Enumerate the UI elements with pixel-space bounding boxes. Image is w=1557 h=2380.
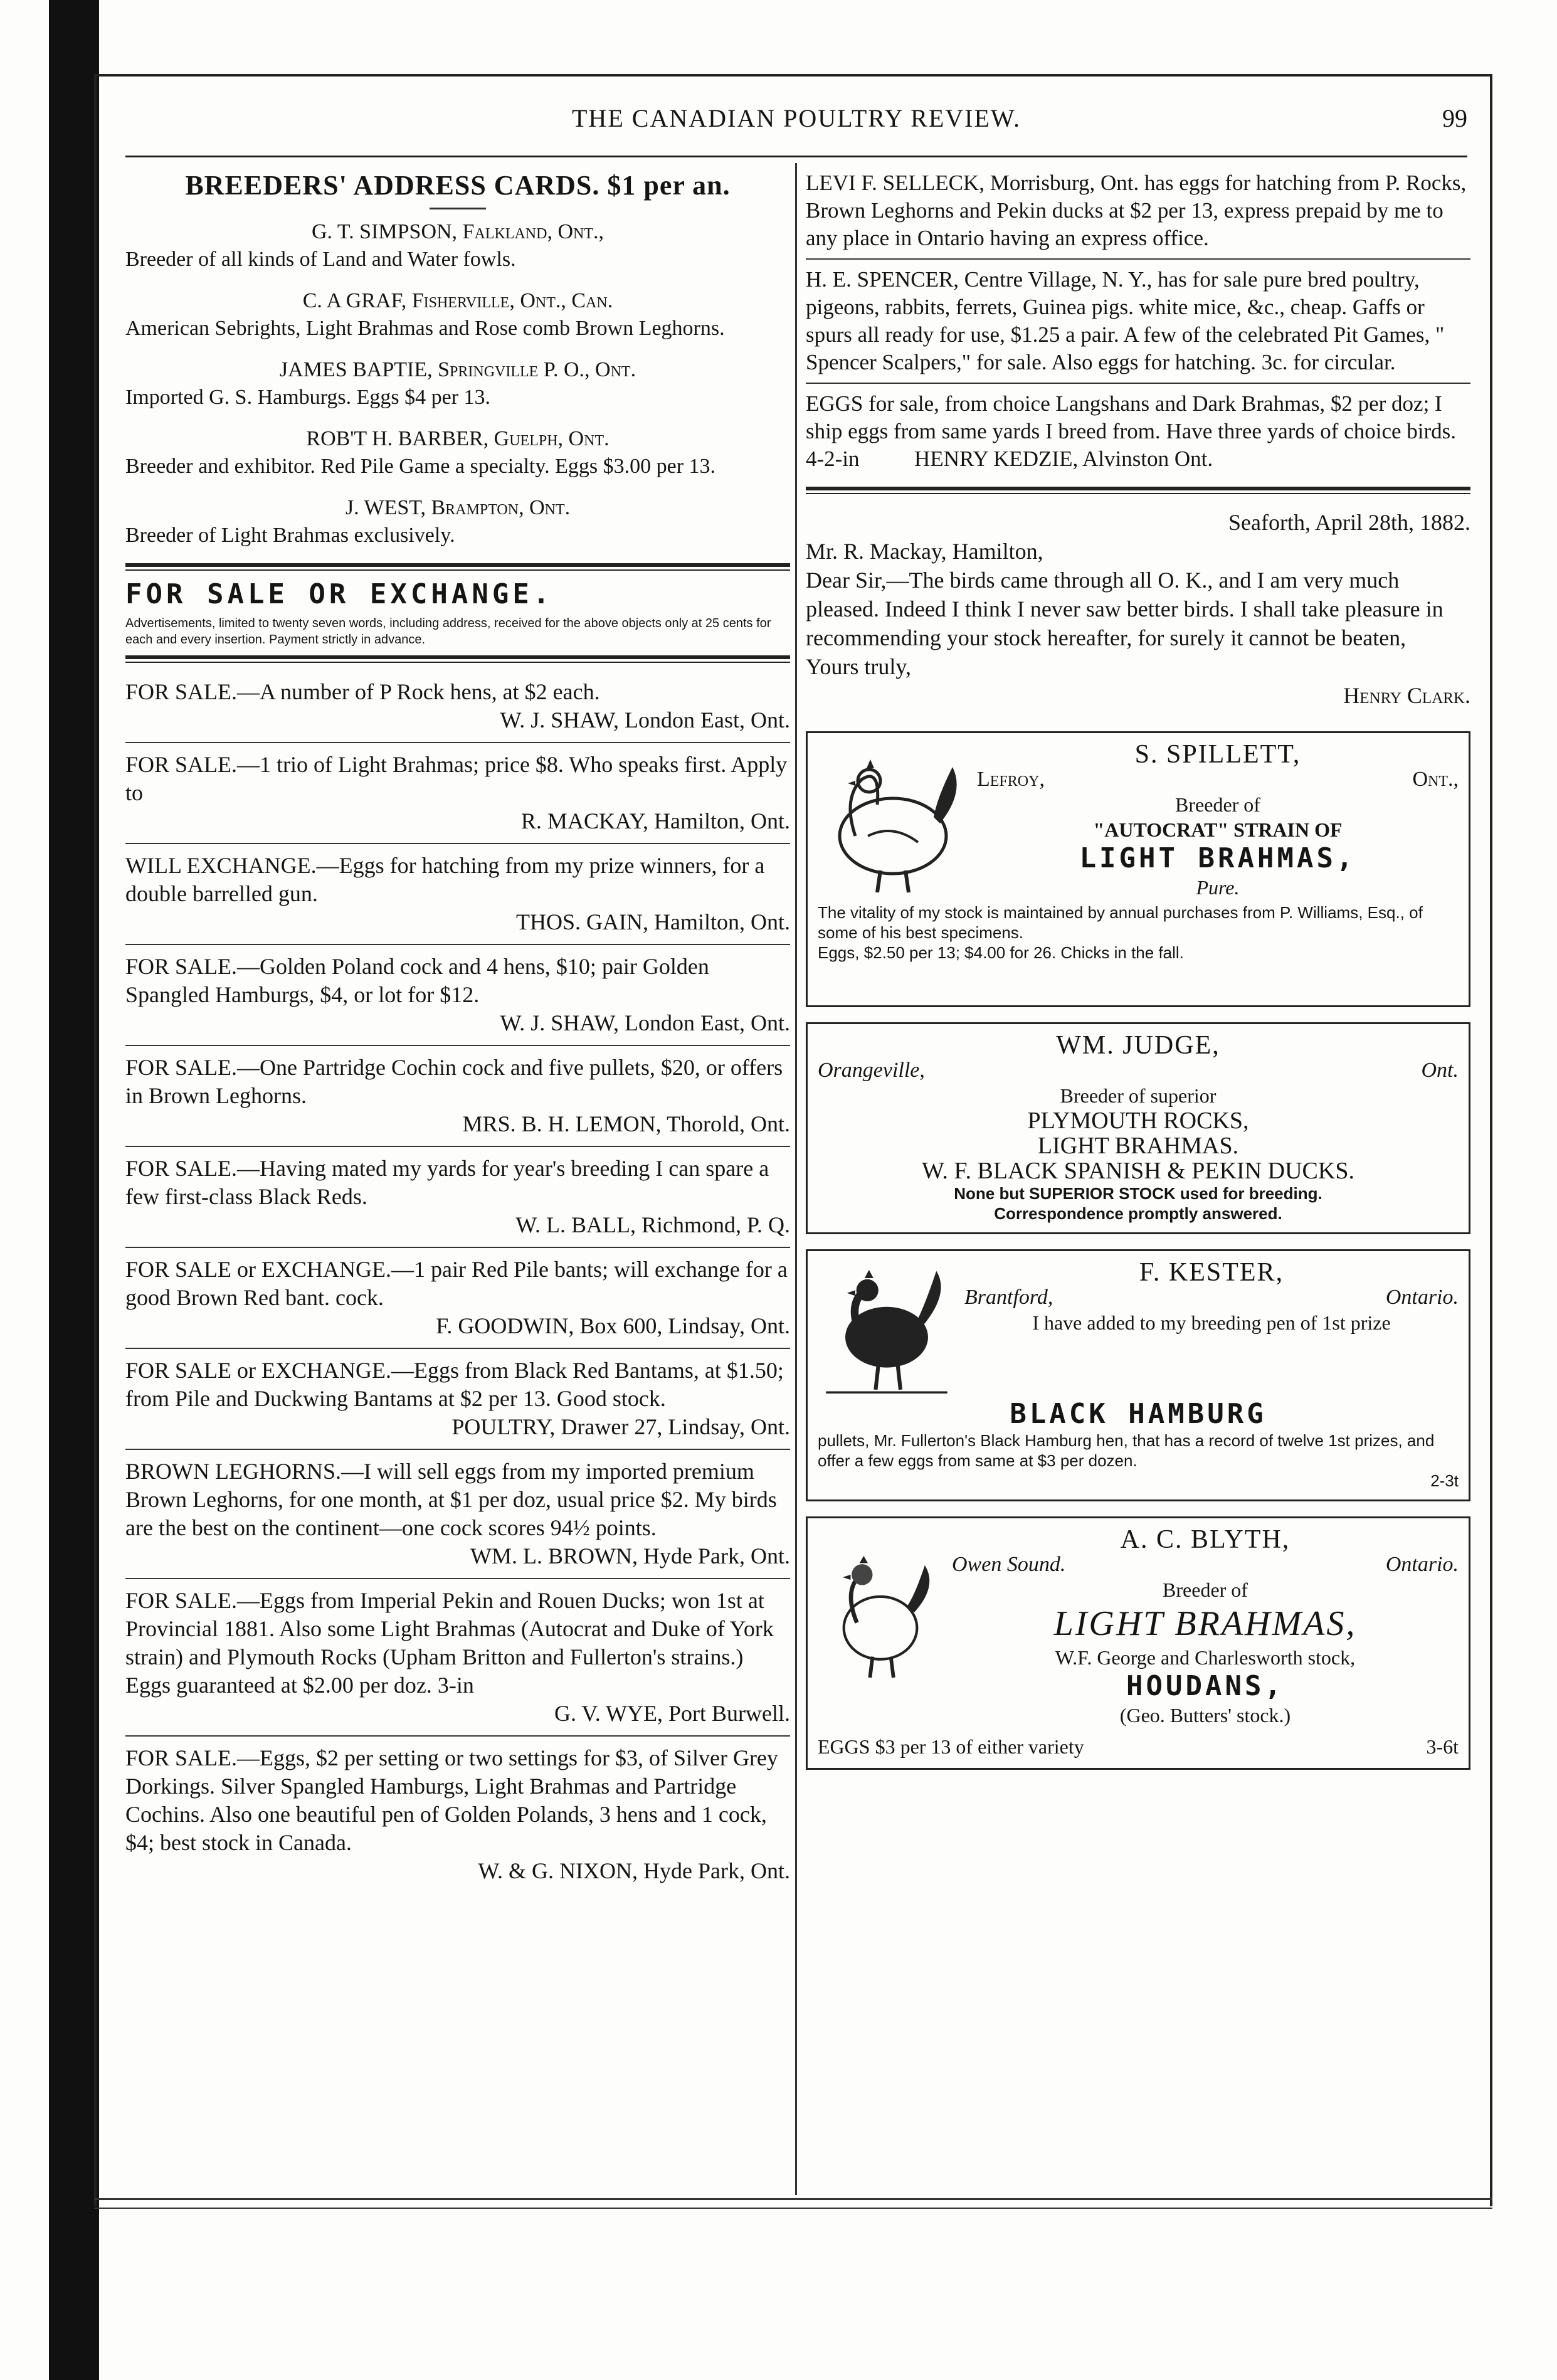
- testimonial-letter: [806, 502, 1470, 716]
- breeder-card: [125, 287, 790, 342]
- breeder-desc: American Sebrights, Light Brahmas and Rose comb Brown Leghorns.: [125, 317, 725, 340]
- double-rule: [125, 662, 790, 663]
- classified-ad: [806, 383, 1470, 479]
- ad-signature: 4-2-in HENRY KEDZIE, Alvinston Ont.: [806, 447, 1213, 471]
- blyth-prov: Ontario.: [1385, 1553, 1459, 1576]
- publication-title: THE CANADIAN POULTRY REVIEW.: [572, 104, 1021, 132]
- blyth-line1: Breeder of: [1163, 1579, 1248, 1601]
- blyth-place: Owen Sound.: [952, 1553, 1066, 1576]
- letter-recipient: Mr. R. Mackay, Hamilton,: [806, 539, 1043, 564]
- letter-place-date: Seaforth, April 28th, 1882.: [1228, 510, 1470, 535]
- header-rule: [125, 156, 1467, 157]
- ad-text: FOR SALE or EXCHANGE.—Eggs from Black Red Bantams, at $1.50; from Pile and Duckwing Bantams at $2 per 13. Good stock.: [125, 1358, 784, 1411]
- breeder-name: G. T. SIMPSON, Falkland, Ont.,: [311, 220, 604, 243]
- spillett-location: [977, 767, 1459, 792]
- spillett-body: The vitality of my stock is maintained by annual purchases from P. Williams, Esq., of some of his best specimens.: [818, 903, 1423, 942]
- bottom-page-rule: [94, 2198, 1492, 2200]
- section-rule: [430, 208, 486, 209]
- column-divider: [795, 163, 797, 2195]
- ad-signature: W. L. BALL, Richmond, P. Q.: [515, 1212, 790, 1237]
- blyth-line4: (Geo. Butters' stock.): [1119, 1704, 1291, 1727]
- kester-ad: [806, 1249, 1470, 1501]
- judge-prov: Ont.: [1421, 1059, 1459, 1082]
- ad-signature: MRS. B. H. LEMON, Thorold, Ont.: [462, 1111, 790, 1136]
- spillett-eggs: Eggs, $2.50 per 13; $4.00 for 26. Chicks in the fall.: [818, 943, 1184, 962]
- breeder-desc: Breeder and exhibitor. Red Pile Game a specialty. Eggs $3.00 per 13.: [125, 455, 716, 478]
- breeder-card: [125, 425, 790, 480]
- ad-signature: WM. L. BROWN, Hyde Park, Ont.: [470, 1543, 790, 1568]
- ad-text: FOR SALE.—Eggs, $2 per setting or two settings for $3, of Silver Grey Dorkings. Silver Spangled Hamburgs, Light Brahmas and Partridge Cochins. Also one beautiful pen of Golden Polands, 3 hens and 1 cock, $4; best stock in Canada.: [125, 1745, 778, 1855]
- kester-deco: BLACK HAMBURG: [1010, 1398, 1267, 1430]
- classified-ad: [806, 258, 1470, 383]
- judge-line5: None but SUPERIOR STOCK used for breeding.: [954, 1184, 1322, 1203]
- blyth-location: [952, 1552, 1459, 1577]
- breeders-cards-title: BREEDERS' ADDRESS CARDS. $1 per an.: [185, 170, 731, 201]
- rooster-illustration: [818, 742, 968, 899]
- ad-signature: R. MACKAY, Hamilton, Ont.: [520, 808, 790, 833]
- ad-signature: F. GOODWIN, Box 600, Lindsay, Ont.: [436, 1313, 790, 1338]
- rooster-illustration: [818, 1527, 943, 1703]
- blyth-line3: W.F. George and Charlesworth stock,: [1055, 1646, 1356, 1669]
- blyth-ad: [806, 1516, 1470, 1770]
- classified-ad: [125, 944, 790, 1045]
- kester-name: F. KESTER,: [1139, 1258, 1284, 1287]
- blyth-deco: HOUDANS,: [1126, 1670, 1284, 1702]
- blyth-eggs-row: [818, 1734, 1459, 1759]
- breeder-desc: Breeder of all kinds of Land and Water fowls.: [125, 248, 516, 271]
- blyth-code: 3-6t: [1426, 1735, 1459, 1758]
- left-page-rule: [94, 74, 97, 2206]
- double-rule: [125, 655, 790, 659]
- kester-body: pullets, Mr. Fullerton's Black Hamburg hen, that has a record of twelve 1st prizes, and offer a few eggs from same at $3 per dozen.: [818, 1431, 1435, 1470]
- breeder-name: JAMES BAPTIE, Springville P. O., Ont.: [279, 358, 636, 381]
- kester-line1: I have added to my breeding pen of 1st prize: [1032, 1311, 1391, 1334]
- judge-name: WM. JUDGE,: [1056, 1031, 1220, 1060]
- blyth-eggs: EGGS $3 per 13 of either variety: [818, 1735, 1084, 1758]
- judge-line4: W. F. BLACK SPANISH & PEKIN DUCKS.: [922, 1158, 1354, 1184]
- classified-ad: [125, 1348, 790, 1449]
- breeder-name: J. WEST, Brampton, Ont.: [345, 496, 571, 519]
- page-binding-edge: [49, 0, 99, 2380]
- breeder-name: C. A GRAF, Fisherville, Ont., Can.: [302, 289, 613, 312]
- blyth-name: A. C. BLYTH,: [1120, 1525, 1290, 1554]
- spillett-line2: "AUTOCRAT" STRAIN OF: [1093, 818, 1343, 841]
- kester-place: Brantford,: [964, 1286, 1053, 1309]
- blyth-line2: LIGHT BRAHMAS,: [1053, 1604, 1357, 1643]
- classified-ad: [125, 742, 790, 843]
- ad-signature: G. V. WYE, Port Burwell.: [554, 1701, 790, 1726]
- right-column: [806, 169, 1470, 1785]
- classified-ad: [125, 1045, 790, 1146]
- double-rule: [806, 493, 1470, 494]
- classified-ad: [125, 843, 790, 944]
- bottom-page-rule: [94, 2208, 1492, 2209]
- ad-text: EGGS for sale, from choice Langshans and Dark Brahmas, $2 per doz; I ship eggs from same yards I breed from. Have three yards of choice birds.: [806, 391, 1457, 443]
- ad-signature: W. J. SHAW, London East, Ont.: [500, 1010, 790, 1035]
- judge-line1: Breeder of superior: [1060, 1084, 1217, 1107]
- classified-ad: [806, 169, 1470, 258]
- classified-ad: [125, 1247, 790, 1348]
- spillett-name: S. SPILLETT,: [1134, 740, 1301, 769]
- spillett-deco: LIGHT BRAHMAS,: [1079, 842, 1356, 874]
- ad-text: WILL EXCHANGE.—Eggs for hatching from my prize winners, for a double barrelled gun.: [125, 853, 765, 906]
- exchange-title: FOR SALE OR EXCHANGE.: [125, 578, 554, 610]
- spillett-line1: Breeder of: [1175, 793, 1260, 816]
- ad-signature: W. & G. NIXON, Hyde Park, Ont.: [478, 1858, 790, 1883]
- spillett-prov: Ont.,: [1412, 768, 1459, 791]
- ad-text: H. E. SPENCER, Centre Village, N. Y., has for sale pure bred poultry, pigeons, rabbits, ferrets, Guinea pigs. white mice, &c., cheap. Gaffs or spurs all ready for use, $1.25 a pair. A few of the celebrated Pit Games, " Spencer Scalpers," for sale. Also eggs for hatching. 3c. for circular.: [806, 267, 1445, 374]
- ad-text: FOR SALE.—Eggs from Imperial Pekin and Rouen Ducks; won 1st at Provincial 1881. Also some Light Brahmas (Autocrat and Duke of York strain) and Plymouth Rocks (Upham Britton and Fullerton's strains.) Eggs guaranteed at $2.00 per doz. 3-in: [125, 1588, 774, 1698]
- left-column: [125, 169, 790, 1893]
- breeder-desc: Breeder of Light Brahmas exclusively.: [125, 524, 455, 547]
- breeder-desc: Imported G. S. Hamburgs. Eggs $4 per 13.: [125, 386, 491, 409]
- rooster-illustration: [818, 1260, 956, 1398]
- classified-ad: [125, 1449, 790, 1578]
- breeder-card: [125, 218, 790, 273]
- ad-signature: POULTRY, Drawer 27, Lindsay, Ont.: [451, 1414, 790, 1439]
- kester-code: 2-3t: [1430, 1471, 1459, 1490]
- ad-signature: W. J. SHAW, London East, Ont.: [500, 707, 790, 733]
- top-page-rule: [94, 74, 1492, 77]
- judge-line3: LIGHT BRAHMAS.: [1037, 1133, 1239, 1159]
- ad-text: LEVI F. SELLECK, Morrisburg, Ont. has eggs for hatching from P. Rocks, Brown Leghorns and Pekin ducks at $2 per 13, express prepaid by me to any place in Ontario having an express office.: [806, 171, 1467, 250]
- breeder-card: [125, 356, 790, 411]
- ad-text: FOR SALE.—A number of P Rock hens, at $2 each.: [125, 679, 600, 704]
- breeder-card: [125, 494, 790, 549]
- page-number: 99: [1442, 104, 1467, 132]
- right-page-rule: [1490, 74, 1492, 2206]
- letter-body: Dear Sir,—The birds came through all O. K., and I am very much pleased. Indeed I think I never saw better birds. I shall take pleasure in recommending your stock hereafter, for surely it cannot be beaten, Yours truly,: [806, 568, 1450, 679]
- exchange-note: Advertisements, limited to twenty seven words, including address, received for the above objects only at 25 cents for each and every insertion. Payment strictly in advance.: [125, 616, 771, 647]
- ad-text: BROWN LEGHORNS.—I will sell eggs from my imported premium Brown Leghorns, for one month, at $1 per doz, usual price $2. My birds are the best on the continent—one cock scores 94½ points.: [125, 1459, 777, 1540]
- spillett-ad: [806, 731, 1470, 1007]
- spillett-place: Lefroy,: [977, 768, 1045, 791]
- double-rule: [125, 569, 790, 571]
- spillett-pure: Pure.: [1196, 876, 1240, 899]
- double-rule: [806, 487, 1470, 490]
- ad-signature: THOS. GAIN, Hamilton, Ont.: [516, 909, 790, 934]
- classified-ad: [125, 1578, 790, 1735]
- judge-ad: [806, 1022, 1470, 1234]
- kester-location: [964, 1285, 1459, 1310]
- letter-signature: Henry Clark.: [1343, 683, 1470, 708]
- classified-ad: [125, 1146, 790, 1247]
- kester-prov: Ontario.: [1385, 1286, 1459, 1309]
- classified-ad: [125, 670, 790, 742]
- ad-text: FOR SALE.—1 trio of Light Brahmas; price $8. Who speaks first. Apply to: [125, 752, 788, 805]
- judge-location: [818, 1058, 1459, 1083]
- judge-place: Orangeville,: [818, 1059, 925, 1082]
- ad-text: FOR SALE.—One Partridge Cochin cock and five pullets, $20, or offers in Brown Leghorns.: [125, 1055, 783, 1108]
- ad-text: FOR SALE or EXCHANGE.—1 pair Red Pile bants; will exchange for a good Brown Red bant. cock.: [125, 1257, 788, 1310]
- double-rule: [125, 563, 790, 567]
- ad-text: FOR SALE.—Golden Poland cock and 4 hens, $10; pair Golden Spangled Hamburgs, $4, or lot for $12.: [125, 954, 709, 1007]
- page-header: [125, 103, 1467, 147]
- judge-line6: Correspondence promptly answered.: [994, 1204, 1282, 1223]
- breeder-name: ROB'T H. BARBER, Guelph, Ont.: [306, 427, 610, 450]
- judge-line2: PLYMOUTH ROCKS,: [1027, 1108, 1249, 1134]
- ad-text: FOR SALE.—Having mated my yards for year's breeding I can spare a few first-class Black Reds.: [125, 1156, 769, 1209]
- classified-ad: [125, 1735, 790, 1893]
